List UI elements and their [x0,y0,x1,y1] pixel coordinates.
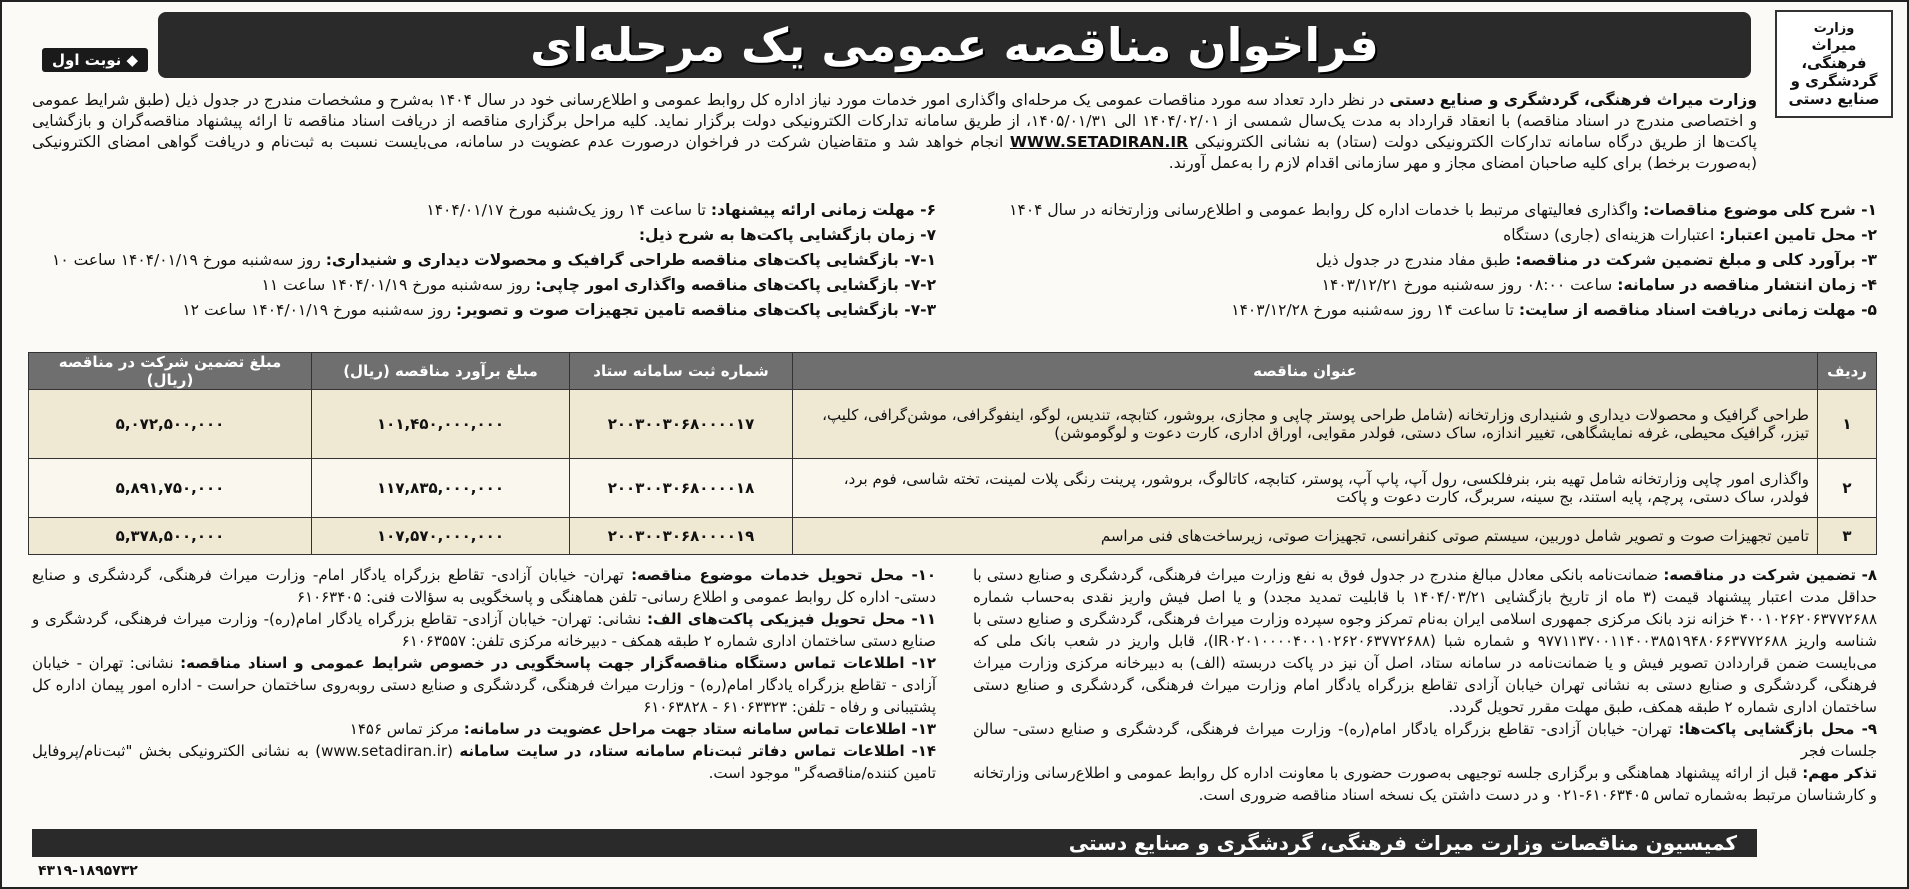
condition-value: ساعت ۰۸:۰۰ روز سه‌شنبه مورخ ۱۴۰۳/۱۲/۲۱ [1321,276,1618,294]
clause-label: ۱۱- محل تحویل فیزیکی پاکت‌های الف: [647,610,937,628]
col-row-number: ردیف [1818,353,1877,390]
condition-value: روز سه‌شنبه مورخ ۱۴۰۴/۰۱/۱۹ ساعت ۱۰ [52,251,326,269]
registration-number: ۲۰۰۳۰۰۳۰۶۸۰۰۰۰۱۷ [570,390,793,459]
clause-label: ۱۳- اطلاعات تماس سامانه ستاد جهت مراحل عضویت در سامانه: [463,720,937,738]
clause-delivery-place [32,564,936,608]
clause-value: تهران- خیابان آزادی- تقاطع بزرگراه یادگار امام(ره)- وزارت میراث فرهنگی، گردشگری و صنایع دستی- سالن جلسات فجر [972,720,1877,760]
bottom-left [32,564,936,784]
bottom-right [973,564,1877,806]
ministry-logo [1775,10,1893,118]
condition-label: ۲- محل تامین اعتبار: [1719,226,1877,244]
condition-value: طبق مفاد مندرج در جدول ذیل [1315,251,1516,269]
clause-label: تذکر مهم: [1802,764,1877,782]
clause-value: (www.setadiran.ir) به نشانی الکترونیکی بخش "ثبت‌نام/پروفایل تامین کننده/مناقصه‌گر" موجود است. [32,742,937,782]
row-number: ۲ [1818,459,1877,518]
page-title: فراخوان مناقصه عمومی یک مرحله‌ای [530,18,1379,72]
condition-item [973,298,1877,323]
clause-value: نشانی: تهران - خیابان آزادی - تقاطع بزرگراه یادگار امام(ره) - وزارت میراث فرهنگی، گردشگری و صنایع دستی روبه‌روی ساختمان حراست - اداره امور پیمان اداره کل پشتیبانی و رفاه - تلفن: ۶۱۰۶۳۳۲۳ - ۶۱۰۶۳۸۲۸ [32,654,937,716]
guarantee-amount: ۵,۸۹۱,۷۵۰,۰۰۰ [29,459,312,518]
clause-label: ۸- تضمین شرکت در مناقصه: [1663,566,1877,584]
clause-value: مرکز تماس ۱۴۵۶ [349,720,464,738]
ad-code: ۴۳۱۹-۱۸۹۵۷۳۲ [38,863,138,879]
condition-value: اعتبارات هزینه‌ای (جاری) دستگاه [1503,226,1720,244]
clause-label: ۱۲- اطلاعات تماس دستگاه مناقصه‌گزار جهت پاسخگویی در خصوص شرایط عمومی و اسناد مناقصه: [180,654,937,672]
condition-label: ۶- مهلت زمانی ارائه پیشنهاد: [710,201,937,219]
conditions [32,198,1877,348]
clause-envelope-delivery [32,608,936,652]
registration-number: ۲۰۰۳۰۰۳۰۶۸۰۰۰۰۱۸ [570,459,793,518]
estimate-amount: ۱۱۷,۸۳۵,۰۰۰,۰۰۰ [312,459,570,518]
setad-link[interactable]: WWW.SETADIRAN.IR [1009,133,1189,151]
condition-item [32,298,936,323]
clause-label: ۱۰- محل تحویل خدمات موضوع مناقصه: [631,566,937,584]
clause-note [973,762,1877,806]
tender-title: طراحی گرافیک و محصولات دیداری و شنیداری وزارتخانه (شامل طراحی پوستر چاپی و مجازی، بروشور، کتابچه، تندیس، لوگو، اینفوگرافی، موشن‌گرافی، کلیپ، تیزر، گرافیک محیطی، غرفه نمایشگاهی، تغییر اندازه، ساک دستی، فولدر مقوایی، اوراق اداری، کارت دعوت و لوگوموشن) [793,390,1818,459]
condition-label: ۷- زمان بازگشایی پاکت‌ها به شرح ذیل: [638,226,937,244]
condition-item [32,273,936,298]
condition-label: ۷-۳- بازگشایی پاکت‌های مناقصه تامین تجهیزات صوت و تصویر: [456,301,937,319]
round-badge-label: نوبت اول [52,51,122,69]
condition-item [32,223,936,248]
intro-text2: انجام خواهد شد و متقاضیان شرکت در فراخوان درصورت عدم عضویت در سامانه، می‌بایست نسبت به ثبت‌نام و دریافت گواهی امضای الکترونیکی (به‌صورت برخط) برای کلیه صاحبان امضای مجاز و مهر سازمانی اقدام لازم را به‌عمل آورند. [32,133,1757,172]
condition-item [32,198,936,223]
condition-value: روز سه‌شنبه مورخ ۱۴۰۴/۰۱/۱۹ ساعت ۱۱ [261,276,536,294]
condition-value: واگذاری فعالیتهای مرتبط با خدمات اداره کل روابط عمومی و اطلاع‌رسانی وزارتخانه در سال ۱۴۰۴ [1009,201,1644,219]
clause-value: قبل از ارائه پیشنهاد هماهنگی و برگزاری جلسه توجیهی به‌صورت حضوری با معاونت اداره کل روابط عمومی و اطلاع‌رسانی وزارتخانه و کارشناسان مرتبط به‌شماره تماس ۶۱۰۶۳۴۰۵-۰۲۱ و در دست داشتن یک نسخه اسناد مناقصه ضروری است. [972,764,1877,804]
tender-title: واگذاری امور چاپی وزارتخانه شامل تهیه بنر، بنرفلکسی، رول آپ، پاپ آپ، پوستر، کتابچه، کاتالوگ، بروشور، پرینت رنگی پلات لمینت، تخته شاسی، فوم برد، فولدر، ساک دستی، پرچم، پایه استند، بج سینه، سربرگ، کارت دعوت و پاکت [793,459,1818,518]
condition-item [32,248,936,273]
tender-title: تامین تجهیزات صوت و تصویر شامل دوربین، سیستم صوتی کنفرانسی، تجهیزات صوتی، زیرساخت‌های فنی مراسم [793,518,1818,555]
col-registration-number: شماره ثبت سامانه ستاد [570,353,793,390]
footer-band [32,829,1757,857]
clause-value: ضمانت‌نامه بانکی معادل مبالغ مندرج در جدول فوق به نفع وزارت میراث فرهنگی، گردشگری و صنایع دستی با حداقل مدت اعتبار پیشنهاد قیمت (۳ ماه از تاریخ بازگشایی ۱۴۰۴/۰۳/۲۱ با قابلیت تمدید مجدد) و یا اصل فیش واریز نقدی به‌حساب شماره ۴۰۰۱۰۲۶۲۰۶۳۷۷۲۶۸۸ خزانه نزد بانک مرکزی جمهوری اسلامی ایران به‌نام تمرکز وجوه سپرده وزارت میراث فرهنگی، گردشگری و صنایع دستی با شناسه واریز ۹۷۷۱۱۳۷۰۰۱۱۴۰۰۳۸۵۱۹۴۸۰۶۶۳۷۷۲۶۸۸ و شماره شبا (IR۰۲۰۱۰۰۰۰۴۰۰۱۰۲۶۲۰۶۳۷۷۲۶۸۸)، قابل واریز در شعب بانک ملی که می‌بایست ضمن قراردادن تصویر فیش و یا ضمانت‌نامه در سامانه ستاد، اصل آن نیز در پاکت دربسته (الف) به دبیرخانه مرکزی وزارت میراث فرهنگی، گردشگری و صنایع دستی به نشانی تهران خیابان آزادی تقاطع بزرگراه یادگار امام وزارت میراث فرهنگی، گردشگری و صنایع دستی ساختمان اداری شماره ۲ طبقه همکف، طبق مهلت مقرر تحویل گردد. [972,566,1877,716]
condition-item [973,223,1877,248]
row-number: ۳ [1818,518,1877,555]
clause-value: نشانی: تهران- خیابان آزادی- تقاطع بزرگراه یادگار امام(ره)- وزارت میراث فرهنگی، گردشگری و صنایع دستی ساختمان اداری شماره ۲ طبقه همکف - دبیرخانه مرکزی تلفن: ۶۱۰۶۳۵۵۷ [32,610,937,650]
intro-text1: در نظر دارد تعداد سه مورد مناقصات عمومی یک مرحله‌ای واگذاری امور خدمات مورد نیاز اداره کل روابط عمومی و اطلاع‌رسانی خود در سال ۱۴۰۴ به‌شرح و مشخصات مندرج در جدول ذیل (طبق شرایط عمومی و اختصاصی مندرج در اسناد مناقصه) با انعقاد قرارداد به مدت یک‌سال شمسی از ۱۴۰۴/۰۲/۰۱ الی ۱۴۰۵/۰۱/۳۱، از طریق سامانه تدارکات الکترونیکی دولت برگزار نماید. کلیه مراحل برگزاری مناقصه از دریافت اسناد مناقصه تا ارائه پیشنهاد مناقصه‌گران و بازگشایی پاکت‌ها از طریق درگاه سامانه تدارکات الکترونیکی دولت (ستاد) به نشانی الکترونیکی [32,91,1758,151]
clause-value: تهران- خیابان آزادی- تقاطع بزرگراه یادگار امام- وزارت میراث فرهنگی، گردشگری و صنایع دستی- اداره کل روابط عمومی و اطلاع رسانی- تلفن هماهنگی و پاسخگویی به سؤالات فنی: ۶۱۰۶۳۴۰۵ [32,566,937,606]
table-row [29,390,1877,459]
guarantee-amount: ۵,۰۷۲,۵۰۰,۰۰۰ [29,390,312,459]
condition-value: تا ساعت ۱۴ روز سه‌شنبه مورخ ۱۴۰۳/۱۲/۲۸ [1231,301,1519,319]
col-estimate: مبلغ برآورد مناقصه (ریال) [312,353,570,390]
clause-contact-setad [32,718,936,740]
intro-org: وزارت میراث فرهنگی، گردشگری و صنایع دستی [1389,91,1757,109]
clause-registration-offices [32,740,936,784]
condition-label: ۳- برآورد کلی و مبلغ تضمین شرکت در مناقصه: [1515,251,1877,269]
bottom-sections [32,564,1877,832]
condition-label: ۷-۱- بازگشایی پاکت‌های مناقصه طراحی گرافیک و محصولات دیداری و شنیداری: [325,251,937,269]
estimate-amount: ۱۰۱,۴۵۰,۰۰۰,۰۰۰ [312,390,570,459]
col-guarantee: مبلغ تضمین شرکت در مناقصه (ریال) [29,353,312,390]
clause-label: ۱۴- اطلاعات تماس دفاتر ثبت‌نام سامانه ستاد، در سایت سامانه [459,742,937,760]
clause-guarantee [973,564,1877,718]
guarantee-amount: ۵,۳۷۸,۵۰۰,۰۰۰ [29,518,312,555]
round-badge: ◆ نوبت اول [42,48,148,72]
intro-paragraph [32,90,1757,174]
footer-text: کمیسیون مناقصات وزارت میراث فرهنگی، گردشگری و صنایع دستی [1068,831,1737,855]
clause-opening-place [973,718,1877,762]
logo-line2: میراث فرهنگی، گردشگری و صنایع دستی [1788,35,1880,108]
condition-label: ۱- شرح کلی موضوع مناقصات: [1643,201,1877,219]
condition-item [973,273,1877,298]
col-tender-title: عنوان مناقصه [793,353,1818,390]
table-row [29,459,1877,518]
table-header-row [29,353,1877,390]
estimate-amount: ۱۰۷,۵۷۰,۰۰۰,۰۰۰ [312,518,570,555]
condition-label: ۵- مهلت زمانی دریافت اسناد مناقصه از سایت: [1518,301,1877,319]
row-number: ۱ [1818,390,1877,459]
condition-item [973,248,1877,273]
clause-contact-organizer [32,652,936,718]
clause-label: ۹- محل بازگشایی پاکت‌ها: [1678,720,1877,738]
registration-number: ۲۰۰۳۰۰۳۰۶۸۰۰۰۰۱۹ [570,518,793,555]
title-band [158,12,1751,78]
logo-line1: وزارت [1813,20,1855,36]
condition-value: تا ساعت ۱۴ روز یک‌شنبه مورخ ۱۴۰۴/۰۱/۱۷ [426,201,711,219]
tender-table [28,352,1877,555]
header [8,8,1901,108]
condition-item [973,198,1877,223]
condition-label: ۷-۲- بازگشایی پاکت‌های مناقصه واگذاری امور چاپی: [535,276,937,294]
table-row [29,518,1877,555]
conditions-right [973,198,1877,323]
conditions-left [32,198,936,323]
condition-label: ۴- زمان انتشار مناقصه در سامانه: [1617,276,1877,294]
condition-value: روز سه‌شنبه مورخ ۱۴۰۴/۰۱/۱۹ ساعت ۱۲ [182,301,457,319]
